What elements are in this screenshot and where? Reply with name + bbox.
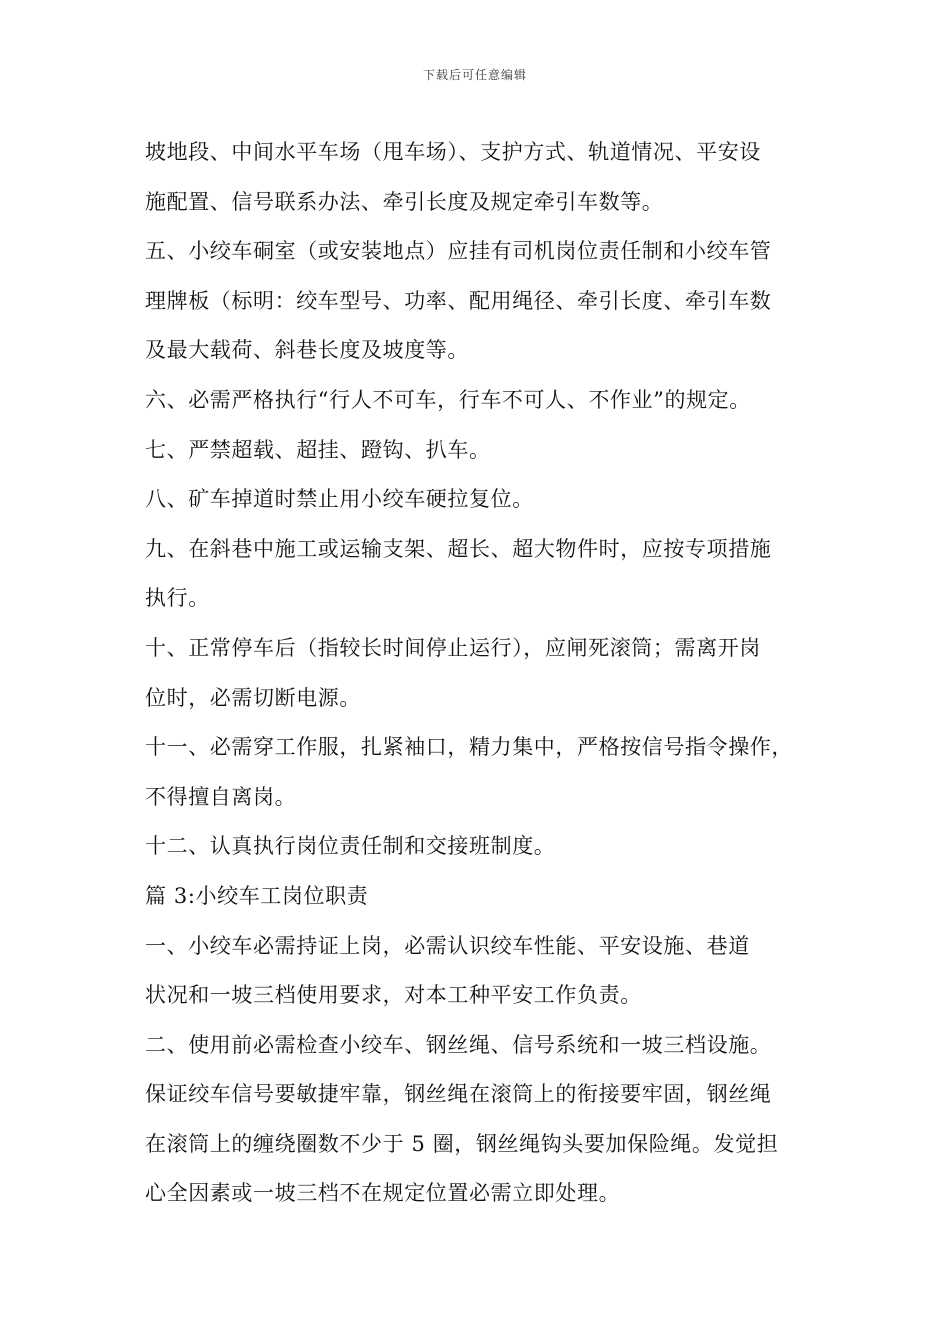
text-line: 状况和一坡三档使用要求，对本工种平安工作负责。 — [145, 983, 642, 1008]
text-line: 保证绞车信号要敏捷牢靠，钢丝绳在滚筒上的衔接要牢固，钢丝绳 — [145, 1082, 772, 1107]
section-heading: 篇 3:小绞车工岗位职责 — [145, 883, 369, 908]
header-note: 下载后可任意编辑 — [422, 68, 527, 82]
text-line: 理牌板（标明：绞车型号、功率、配用绳径、牵引长度、牵引车数 — [145, 288, 772, 313]
text-line: 五、小绞车硐室（或安装地点）应挂有司机岗位责任制和小绞车管 — [145, 239, 772, 264]
text-line: 九、在斜巷中施工或运输支架、超长、超大物件时，应按专项措施 — [145, 536, 772, 561]
text-line: 八、矿车掉道时禁止用小绞车硬拉复位。 — [145, 487, 534, 512]
text-line: 十二、认真执行岗位责任制和交接班制度。 — [145, 834, 556, 859]
text-line: 七、严禁超载、超挂、蹬钩、扒车。 — [145, 437, 491, 462]
text-line: 一、小绞车必需持证上岗，必需认识绞车性能、平安设施、巷道 — [145, 933, 750, 958]
text-line: 施配置、信号联系办法、牵引长度及规定牵引车数等。 — [145, 189, 664, 214]
text-line: 十一、必需穿工作服，扎紧袖口，精力集中，严格按信号指令操作， — [145, 735, 793, 760]
text-line: 在滚筒上的缠绕圈数不少于 5 圈，钢丝绳钩头要加保险绳。发觉担 — [145, 1131, 779, 1156]
text-line: 二、使用前必需检查小绞车、钢丝绳、信号系统和一坡三档设施。 — [145, 1032, 772, 1057]
text-line: 不得擅自离岗。 — [145, 784, 297, 809]
text-line: 执行。 — [145, 586, 210, 611]
text-line: 及最大载荷、斜巷长度及坡度等。 — [145, 338, 469, 363]
text-line: 心全因素或一坡三档不在规定位置必需立即处理。 — [145, 1181, 621, 1206]
body-text — [145, 128, 835, 1219]
text-line: 六、必需严格执行“行人不可车，行车不可人、不作业”的规定。 — [145, 387, 751, 412]
text-line: 坡地段、中间水平车场（甩车场）、支护方式、轨道情况、平安设 — [145, 140, 761, 164]
text-line: 十、正常停车后（指较长时间停止运行），应闸死滚筒；需离开岗 — [145, 635, 761, 660]
text-line: 位时，必需切断电源。 — [145, 685, 361, 710]
